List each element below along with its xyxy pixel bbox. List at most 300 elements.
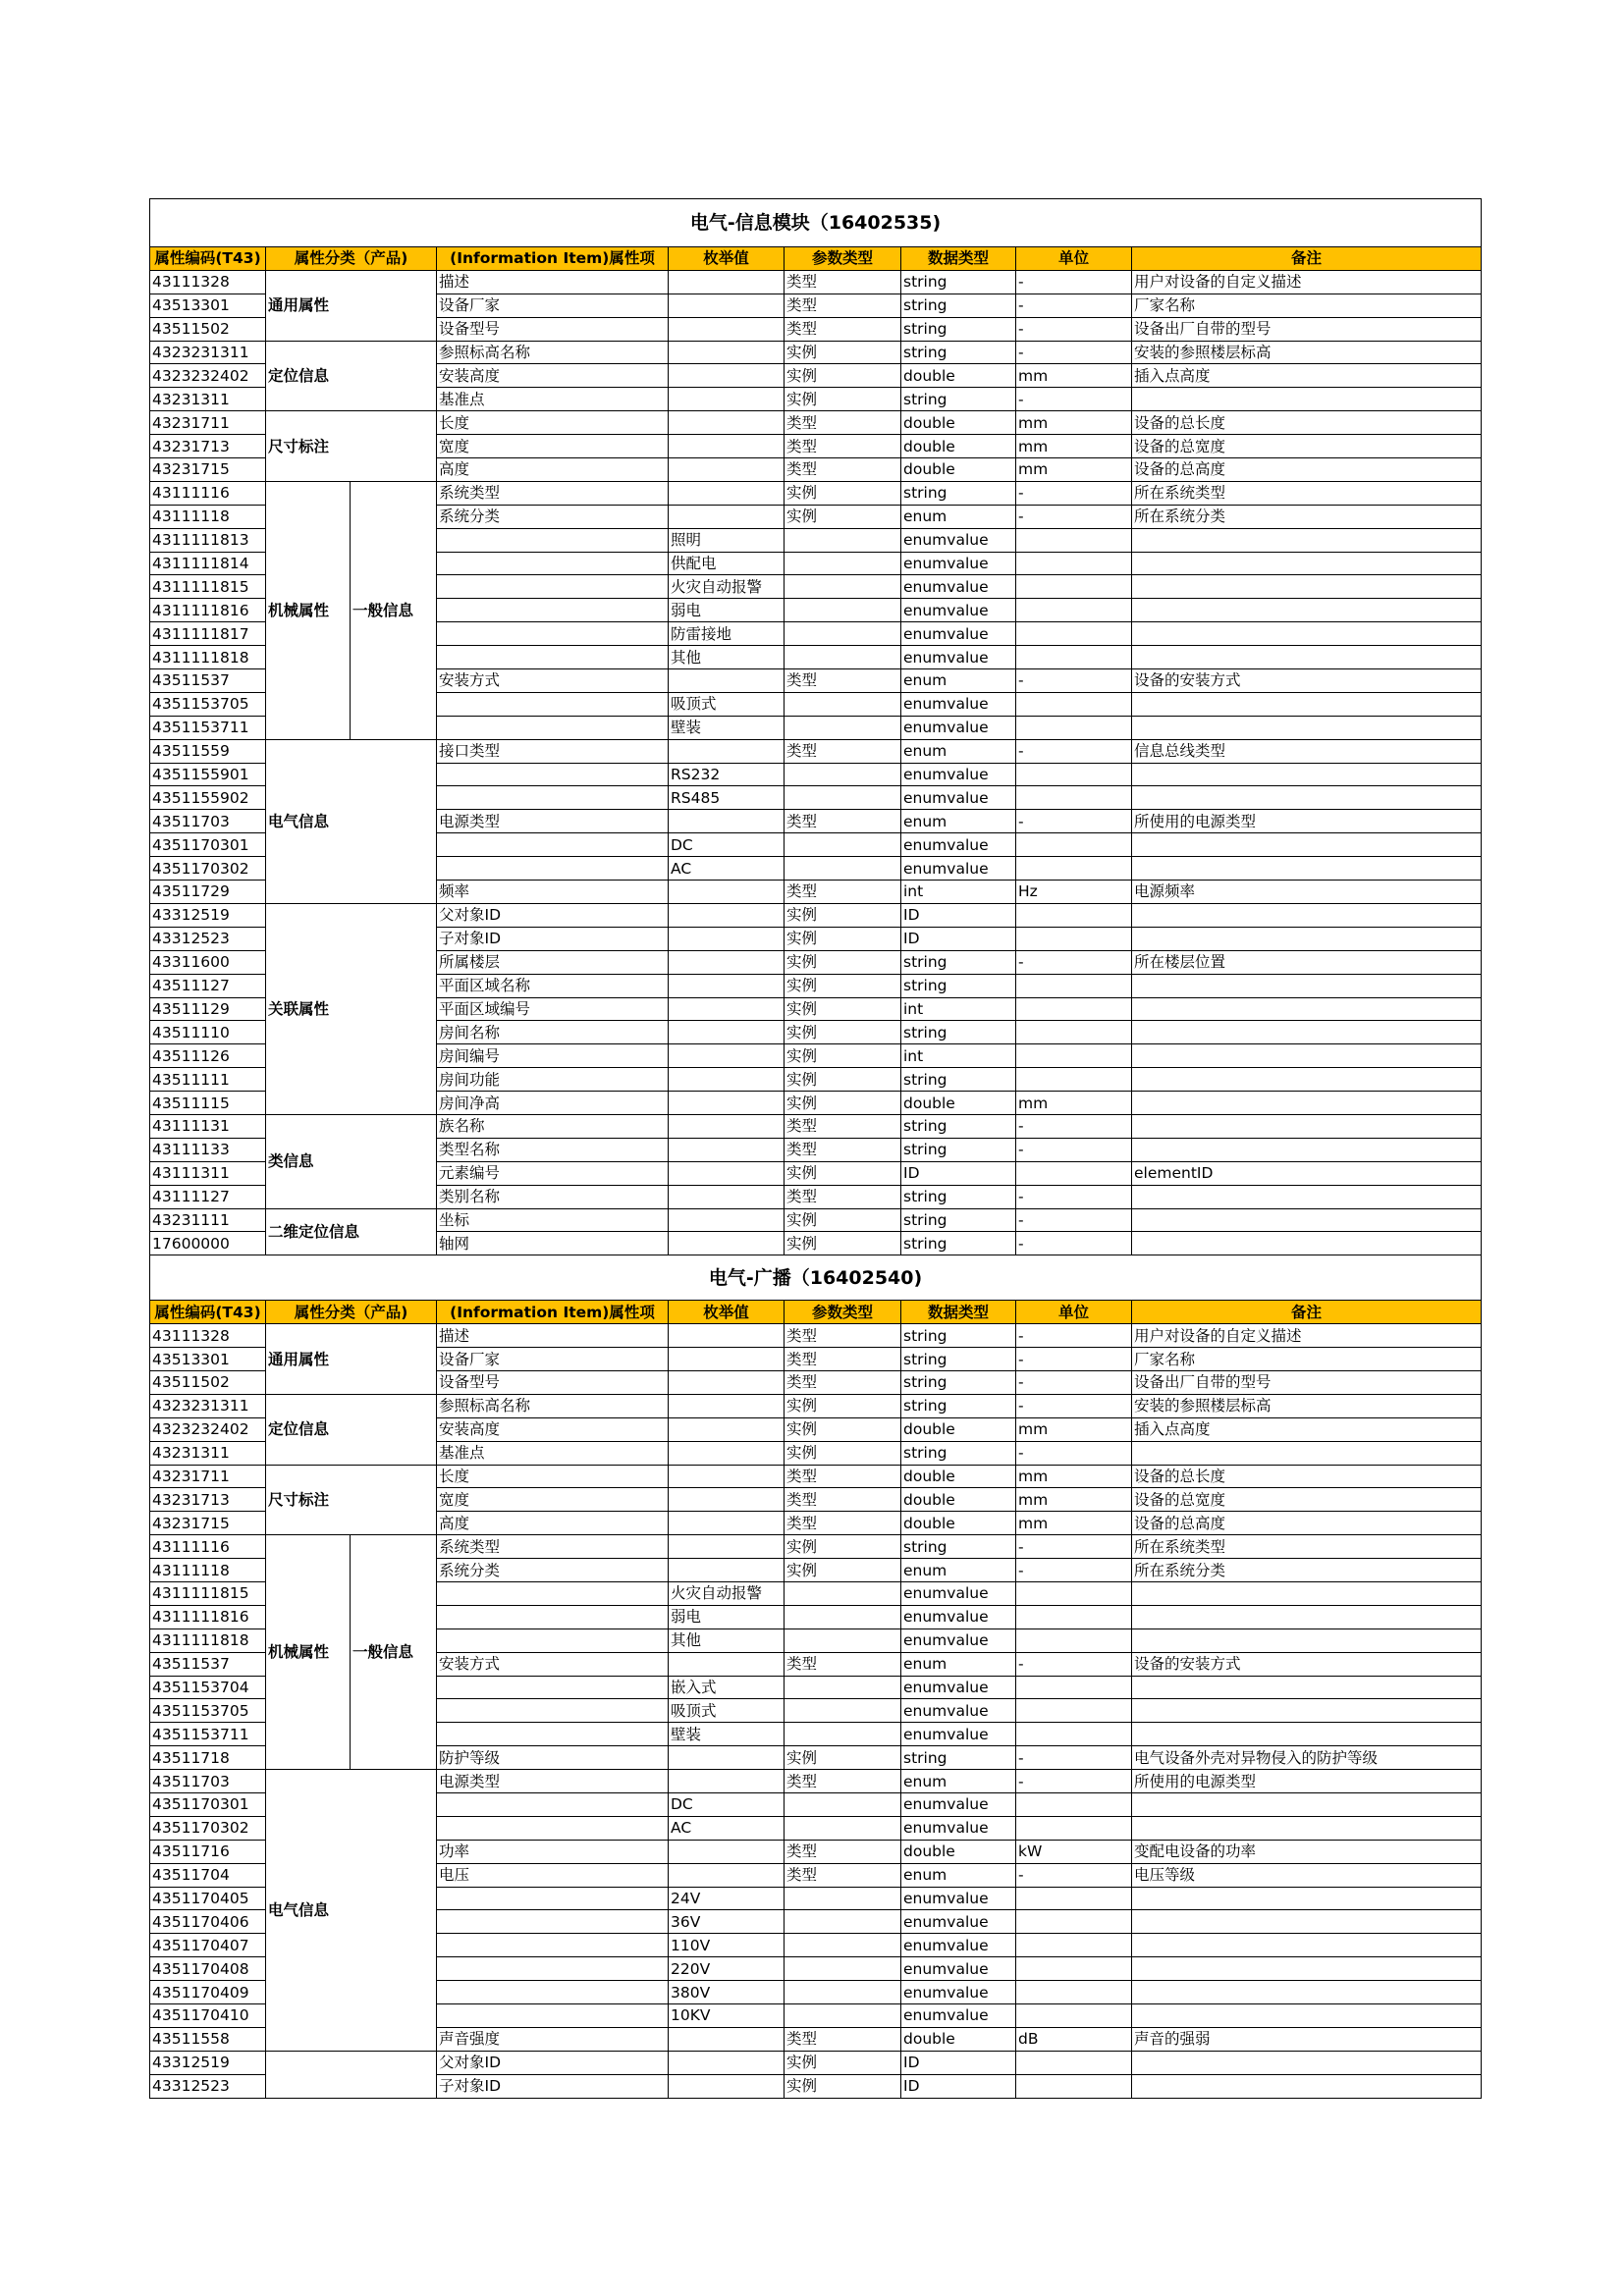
enum-value: RS232 — [669, 763, 785, 786]
remark: 电压等级 — [1132, 1863, 1482, 1887]
unit: mm — [1016, 1465, 1132, 1488]
remark — [1132, 692, 1482, 716]
enum-value — [669, 1746, 785, 1770]
unit — [1016, 1723, 1132, 1746]
data-type: double — [901, 1465, 1016, 1488]
remark: 设备出厂自带的型号 — [1132, 317, 1482, 341]
unit: - — [1016, 810, 1132, 833]
param-type: 类型 — [785, 1138, 901, 1161]
param-type: 实例 — [785, 1161, 901, 1185]
unit — [1016, 1044, 1132, 1068]
attribute-code: 4351153711 — [150, 716, 266, 739]
attribute-code: 4351153705 — [150, 1699, 266, 1723]
attribute-item: 设备型号 — [437, 1370, 669, 1394]
param-type: 类型 — [785, 1770, 901, 1793]
remark: 厂家名称 — [1132, 1348, 1482, 1371]
column-header: 枚举值 — [669, 247, 785, 271]
column-header: (Information Item)属性项 — [437, 1301, 669, 1324]
category-cell: 机械属性 — [266, 481, 351, 739]
remark — [1132, 528, 1482, 552]
attribute-code: 4311111816 — [150, 599, 266, 622]
unit: - — [1016, 1370, 1132, 1394]
data-type: enum — [901, 669, 1016, 693]
category-cell — [266, 2051, 437, 2098]
data-type: double — [901, 435, 1016, 458]
enum-value — [669, 505, 785, 528]
attribute-item: 坐标 — [437, 1208, 669, 1232]
category-cell: 尺寸标注 — [266, 1465, 437, 1535]
unit — [1016, 974, 1132, 997]
param-type: 类型 — [785, 1863, 901, 1887]
attribute-item: 基准点 — [437, 1441, 669, 1465]
param-type: 类型 — [785, 317, 901, 341]
param-type: 实例 — [785, 481, 901, 505]
remark — [1132, 1676, 1482, 1699]
unit — [1016, 1793, 1132, 1817]
remark: 声音的强弱 — [1132, 2027, 1482, 2051]
unit — [1016, 1887, 1132, 1910]
enum-value: 壁装 — [669, 716, 785, 739]
param-type: 类型 — [785, 1324, 901, 1348]
data-type: enumvalue — [901, 599, 1016, 622]
enum-value — [669, 1092, 785, 1115]
attribute-item — [437, 599, 669, 622]
attribute-item: 接口类型 — [437, 739, 669, 763]
enum-value — [669, 458, 785, 482]
data-type: string — [901, 1394, 1016, 1417]
remark — [1132, 1092, 1482, 1115]
attribute-item: 房间净高 — [437, 1092, 669, 1115]
remark — [1132, 1114, 1482, 1138]
enum-value: 110V — [669, 1934, 785, 1957]
attribute-item: 电源类型 — [437, 1770, 669, 1793]
unit: - — [1016, 317, 1132, 341]
remark — [1132, 1021, 1482, 1044]
param-type: 类型 — [785, 1185, 901, 1208]
data-type: enum — [901, 810, 1016, 833]
data-type: string — [901, 1021, 1016, 1044]
spreadsheet — [149, 198, 1481, 2099]
attribute-code: 4323232402 — [150, 364, 266, 388]
attribute-code: 4311111815 — [150, 575, 266, 599]
param-type: 类型 — [785, 458, 901, 482]
attribute-code: 43511559 — [150, 739, 266, 763]
unit: - — [1016, 739, 1132, 763]
attribute-code: 4351155902 — [150, 786, 266, 810]
attribute-item — [437, 857, 669, 881]
param-type — [785, 833, 901, 857]
enum-value — [669, 1068, 785, 1092]
param-type: 类型 — [785, 1370, 901, 1394]
param-type: 类型 — [785, 2027, 901, 2051]
remark: 设备的安装方式 — [1132, 669, 1482, 693]
remark — [1132, 1185, 1482, 1208]
attribute-code: 43231111 — [150, 1208, 266, 1232]
category-cell: 二维定位信息 — [266, 1208, 437, 1255]
data-type: enumvalue — [901, 1957, 1016, 1981]
unit — [1016, 2051, 1132, 2074]
unit: - — [1016, 1208, 1132, 1232]
attribute-code: 4351170405 — [150, 1887, 266, 1910]
remark: 所在系统类型 — [1132, 481, 1482, 505]
unit: - — [1016, 1185, 1132, 1208]
data-type: string — [901, 1138, 1016, 1161]
unit — [1016, 1581, 1132, 1605]
data-type: enumvalue — [901, 622, 1016, 646]
remark: 设备的总高度 — [1132, 1512, 1482, 1535]
enum-value — [669, 1840, 785, 1863]
unit: - — [1016, 1232, 1132, 1255]
param-type: 实例 — [785, 1232, 901, 1255]
data-type: double — [901, 1417, 1016, 1441]
attribute-code: 4351153705 — [150, 692, 266, 716]
column-header: 数据类型 — [901, 1301, 1016, 1324]
attribute-code: 4351170302 — [150, 1816, 266, 1840]
remark — [1132, 2074, 1482, 2098]
unit: mm — [1016, 458, 1132, 482]
data-type: enumvalue — [901, 1723, 1016, 1746]
attribute-item: 长度 — [437, 411, 669, 435]
unit: - — [1016, 1863, 1132, 1887]
param-type — [785, 1981, 901, 2004]
enum-value: AC — [669, 1816, 785, 1840]
column-header: 参数类型 — [785, 247, 901, 271]
enum-value — [669, 669, 785, 693]
attribute-code: 4351170406 — [150, 1910, 266, 1934]
column-header: 枚举值 — [669, 1301, 785, 1324]
unit — [1016, 692, 1132, 716]
remark — [1132, 1816, 1482, 1840]
param-type — [785, 622, 901, 646]
data-type: ID — [901, 2074, 1016, 2098]
unit — [1016, 1068, 1132, 1092]
data-type: string — [901, 294, 1016, 317]
attribute-code: 43511502 — [150, 1370, 266, 1394]
enum-value — [669, 881, 785, 904]
attribute-item — [437, 552, 669, 575]
param-type — [785, 1887, 901, 1910]
remark: 设备的总长度 — [1132, 1465, 1482, 1488]
attribute-code: 43231715 — [150, 1512, 266, 1535]
enum-value: 照明 — [669, 528, 785, 552]
attribute-code: 43111328 — [150, 270, 266, 294]
param-type — [785, 2004, 901, 2028]
attribute-item: 房间名称 — [437, 1021, 669, 1044]
attribute-code: 43111328 — [150, 1324, 266, 1348]
enum-value — [669, 739, 785, 763]
unit — [1016, 1934, 1132, 1957]
unit: - — [1016, 1114, 1132, 1138]
enum-value: 防雷接地 — [669, 622, 785, 646]
param-type: 类型 — [785, 435, 901, 458]
remark — [1132, 1723, 1482, 1746]
attribute-item: 系统分类 — [437, 505, 669, 528]
data-type: double — [901, 2027, 1016, 2051]
attribute-item — [437, 1981, 669, 2004]
attribute-item: 族名称 — [437, 1114, 669, 1138]
remark: 设备的总宽度 — [1132, 435, 1482, 458]
attribute-item — [437, 1934, 669, 1957]
attribute-code: 43511115 — [150, 1092, 266, 1115]
enum-value — [669, 1044, 785, 1068]
unit: - — [1016, 294, 1132, 317]
enum-value — [669, 810, 785, 833]
attribute-code: 43311600 — [150, 950, 266, 974]
unit: mm — [1016, 1488, 1132, 1512]
attribute-code: 43511111 — [150, 1068, 266, 1092]
table-row — [150, 1770, 1482, 1793]
data-type: enumvalue — [901, 1910, 1016, 1934]
enum-value — [669, 2051, 785, 2074]
data-type: enumvalue — [901, 1887, 1016, 1910]
unit — [1016, 1699, 1132, 1723]
remark: 安装的参照楼层标高 — [1132, 1394, 1482, 1417]
attribute-code: 17600000 — [150, 1232, 266, 1255]
param-type — [785, 692, 901, 716]
attribute-item: 平面区域名称 — [437, 974, 669, 997]
data-type: double — [901, 1512, 1016, 1535]
remark: 设备的总高度 — [1132, 458, 1482, 482]
param-type: 实例 — [785, 1021, 901, 1044]
attribute-item: 频率 — [437, 881, 669, 904]
unit: mm — [1016, 411, 1132, 435]
enum-value — [669, 1021, 785, 1044]
attribute-code: 43312523 — [150, 927, 266, 950]
category-cell: 电气信息 — [266, 739, 437, 903]
unit — [1016, 552, 1132, 575]
param-type: 实例 — [785, 1535, 901, 1559]
column-header: 数据类型 — [901, 247, 1016, 271]
attribute-code: 4351170301 — [150, 1793, 266, 1817]
data-type: int — [901, 997, 1016, 1021]
enum-value — [669, 1370, 785, 1394]
enum-value — [669, 270, 785, 294]
param-type: 类型 — [785, 810, 901, 833]
param-type: 实例 — [785, 1441, 901, 1465]
param-type — [785, 1723, 901, 1746]
attribute-code: 4323232402 — [150, 1417, 266, 1441]
unit: - — [1016, 341, 1132, 364]
enum-value — [669, 1348, 785, 1371]
attribute-item — [437, 833, 669, 857]
data-type: string — [901, 1441, 1016, 1465]
category-cell: 电气信息 — [266, 1770, 437, 2052]
param-type: 类型 — [785, 1512, 901, 1535]
param-type: 类型 — [785, 1348, 901, 1371]
unit: - — [1016, 1348, 1132, 1371]
attribute-item — [437, 1629, 669, 1652]
attribute-code: 43231715 — [150, 458, 266, 482]
attribute-code: 43231713 — [150, 1488, 266, 1512]
table-row — [150, 481, 1482, 505]
enum-value: DC — [669, 1793, 785, 1817]
column-header: 单位 — [1016, 1301, 1132, 1324]
remark: 插入点高度 — [1132, 364, 1482, 388]
data-type: enum — [901, 505, 1016, 528]
attribute-item — [437, 646, 669, 669]
data-type: string — [901, 341, 1016, 364]
attribute-code: 43111131 — [150, 1114, 266, 1138]
remark — [1132, 552, 1482, 575]
param-type — [785, 1816, 901, 1840]
attribute-code: 4351170302 — [150, 857, 266, 881]
attribute-item: 安装方式 — [437, 669, 669, 693]
data-type: enumvalue — [901, 833, 1016, 857]
enum-value — [669, 1652, 785, 1676]
remark: 设备出厂自带的型号 — [1132, 1370, 1482, 1394]
column-header: 属性分类（产品) — [266, 1301, 437, 1324]
table-row — [150, 1535, 1482, 1559]
attribute-item: 电源类型 — [437, 810, 669, 833]
remark — [1132, 1957, 1482, 1981]
param-type: 实例 — [785, 974, 901, 997]
attribute-code: 43511537 — [150, 1652, 266, 1676]
enum-value: 380V — [669, 1981, 785, 2004]
unit — [1016, 1021, 1132, 1044]
data-type: int — [901, 881, 1016, 904]
param-type: 实例 — [785, 2074, 901, 2098]
enum-value — [669, 2027, 785, 2051]
unit — [1016, 575, 1132, 599]
param-type — [785, 1957, 901, 1981]
table-row — [150, 1114, 1482, 1138]
data-type: string — [901, 481, 1016, 505]
unit — [1016, 903, 1132, 927]
remark: 设备的总宽度 — [1132, 1488, 1482, 1512]
attribute-item: 安装方式 — [437, 1652, 669, 1676]
param-type: 类型 — [785, 1114, 901, 1138]
attribute-item: 描述 — [437, 270, 669, 294]
enum-value: 火灾自动报警 — [669, 1581, 785, 1605]
unit: - — [1016, 1138, 1132, 1161]
attribute-item: 设备厂家 — [437, 294, 669, 317]
remark — [1132, 1934, 1482, 1957]
param-type — [785, 1910, 901, 1934]
param-type — [785, 575, 901, 599]
remark — [1132, 2051, 1482, 2074]
attribute-code: 4311111818 — [150, 646, 266, 669]
data-type: ID — [901, 1161, 1016, 1185]
remark — [1132, 974, 1482, 997]
attribute-item — [437, 1910, 669, 1934]
data-type: enumvalue — [901, 857, 1016, 881]
param-type: 实例 — [785, 950, 901, 974]
remark: 用户对设备的自定义描述 — [1132, 1324, 1482, 1348]
attribute-code: 43511703 — [150, 810, 266, 833]
category-cell: 关联属性 — [266, 903, 437, 1114]
table-row — [150, 1324, 1482, 1348]
unit: - — [1016, 1394, 1132, 1417]
remark — [1132, 1910, 1482, 1934]
param-type — [785, 1934, 901, 1957]
attribute-code: 43511537 — [150, 669, 266, 693]
remark — [1132, 716, 1482, 739]
unit: mm — [1016, 1092, 1132, 1115]
param-type — [785, 786, 901, 810]
param-type: 实例 — [785, 1559, 901, 1582]
attribute-item: 轴网 — [437, 1232, 669, 1255]
unit: - — [1016, 1535, 1132, 1559]
attribute-item: 基准点 — [437, 388, 669, 411]
data-type: ID — [901, 903, 1016, 927]
attribute-code: 43312523 — [150, 2074, 266, 2098]
unit — [1016, 763, 1132, 786]
attribute-item — [437, 528, 669, 552]
attribute-item — [437, 575, 669, 599]
param-type: 实例 — [785, 927, 901, 950]
attribute-code: 43111118 — [150, 505, 266, 528]
data-type: string — [901, 1068, 1016, 1092]
data-type: ID — [901, 927, 1016, 950]
attribute-table — [149, 198, 1482, 2099]
param-type — [785, 857, 901, 881]
remark — [1132, 1605, 1482, 1629]
enum-value — [669, 294, 785, 317]
section-title-row — [150, 1255, 1482, 1301]
data-type: int — [901, 1044, 1016, 1068]
data-type: enumvalue — [901, 1816, 1016, 1840]
attribute-item: 宽度 — [437, 435, 669, 458]
unit: - — [1016, 1559, 1132, 1582]
column-header: (Information Item)属性项 — [437, 247, 669, 271]
attribute-code: 43511127 — [150, 974, 266, 997]
unit — [1016, 833, 1132, 857]
attribute-code: 4311111817 — [150, 622, 266, 646]
data-type: string — [901, 950, 1016, 974]
attribute-code: 43111127 — [150, 1185, 266, 1208]
data-type: string — [901, 1746, 1016, 1770]
attribute-code: 43231711 — [150, 1465, 266, 1488]
table-row — [150, 1465, 1482, 1488]
remark — [1132, 1699, 1482, 1723]
enum-value: 供配电 — [669, 552, 785, 575]
unit: - — [1016, 481, 1132, 505]
column-header: 备注 — [1132, 247, 1482, 271]
attribute-item: 平面区域编号 — [437, 997, 669, 1021]
table-body — [150, 199, 1482, 2099]
data-type: string — [901, 317, 1016, 341]
attribute-code: 43511704 — [150, 1863, 266, 1887]
unit: - — [1016, 1746, 1132, 1770]
data-type: enumvalue — [901, 1581, 1016, 1605]
attribute-code: 43511126 — [150, 1044, 266, 1068]
remark: 所使用的电源类型 — [1132, 810, 1482, 833]
attribute-code: 43231713 — [150, 435, 266, 458]
category-cell: 尺寸标注 — [266, 411, 437, 482]
attribute-item: 长度 — [437, 1465, 669, 1488]
column-header: 参数类型 — [785, 1301, 901, 1324]
param-type: 实例 — [785, 505, 901, 528]
data-type: enumvalue — [901, 786, 1016, 810]
attribute-code: 4351170408 — [150, 1957, 266, 1981]
attribute-code: 43111118 — [150, 1559, 266, 1582]
attribute-item — [437, 622, 669, 646]
remark — [1132, 622, 1482, 646]
attribute-item — [437, 763, 669, 786]
remark — [1132, 1044, 1482, 1068]
attribute-code: 43513301 — [150, 294, 266, 317]
attribute-item — [437, 692, 669, 716]
remark — [1132, 1887, 1482, 1910]
attribute-item: 系统分类 — [437, 1559, 669, 1582]
attribute-code: 4351170407 — [150, 1934, 266, 1957]
remark — [1132, 388, 1482, 411]
remark: 厂家名称 — [1132, 294, 1482, 317]
data-type: double — [901, 411, 1016, 435]
param-type: 实例 — [785, 2051, 901, 2074]
enum-value — [669, 903, 785, 927]
param-type: 实例 — [785, 903, 901, 927]
